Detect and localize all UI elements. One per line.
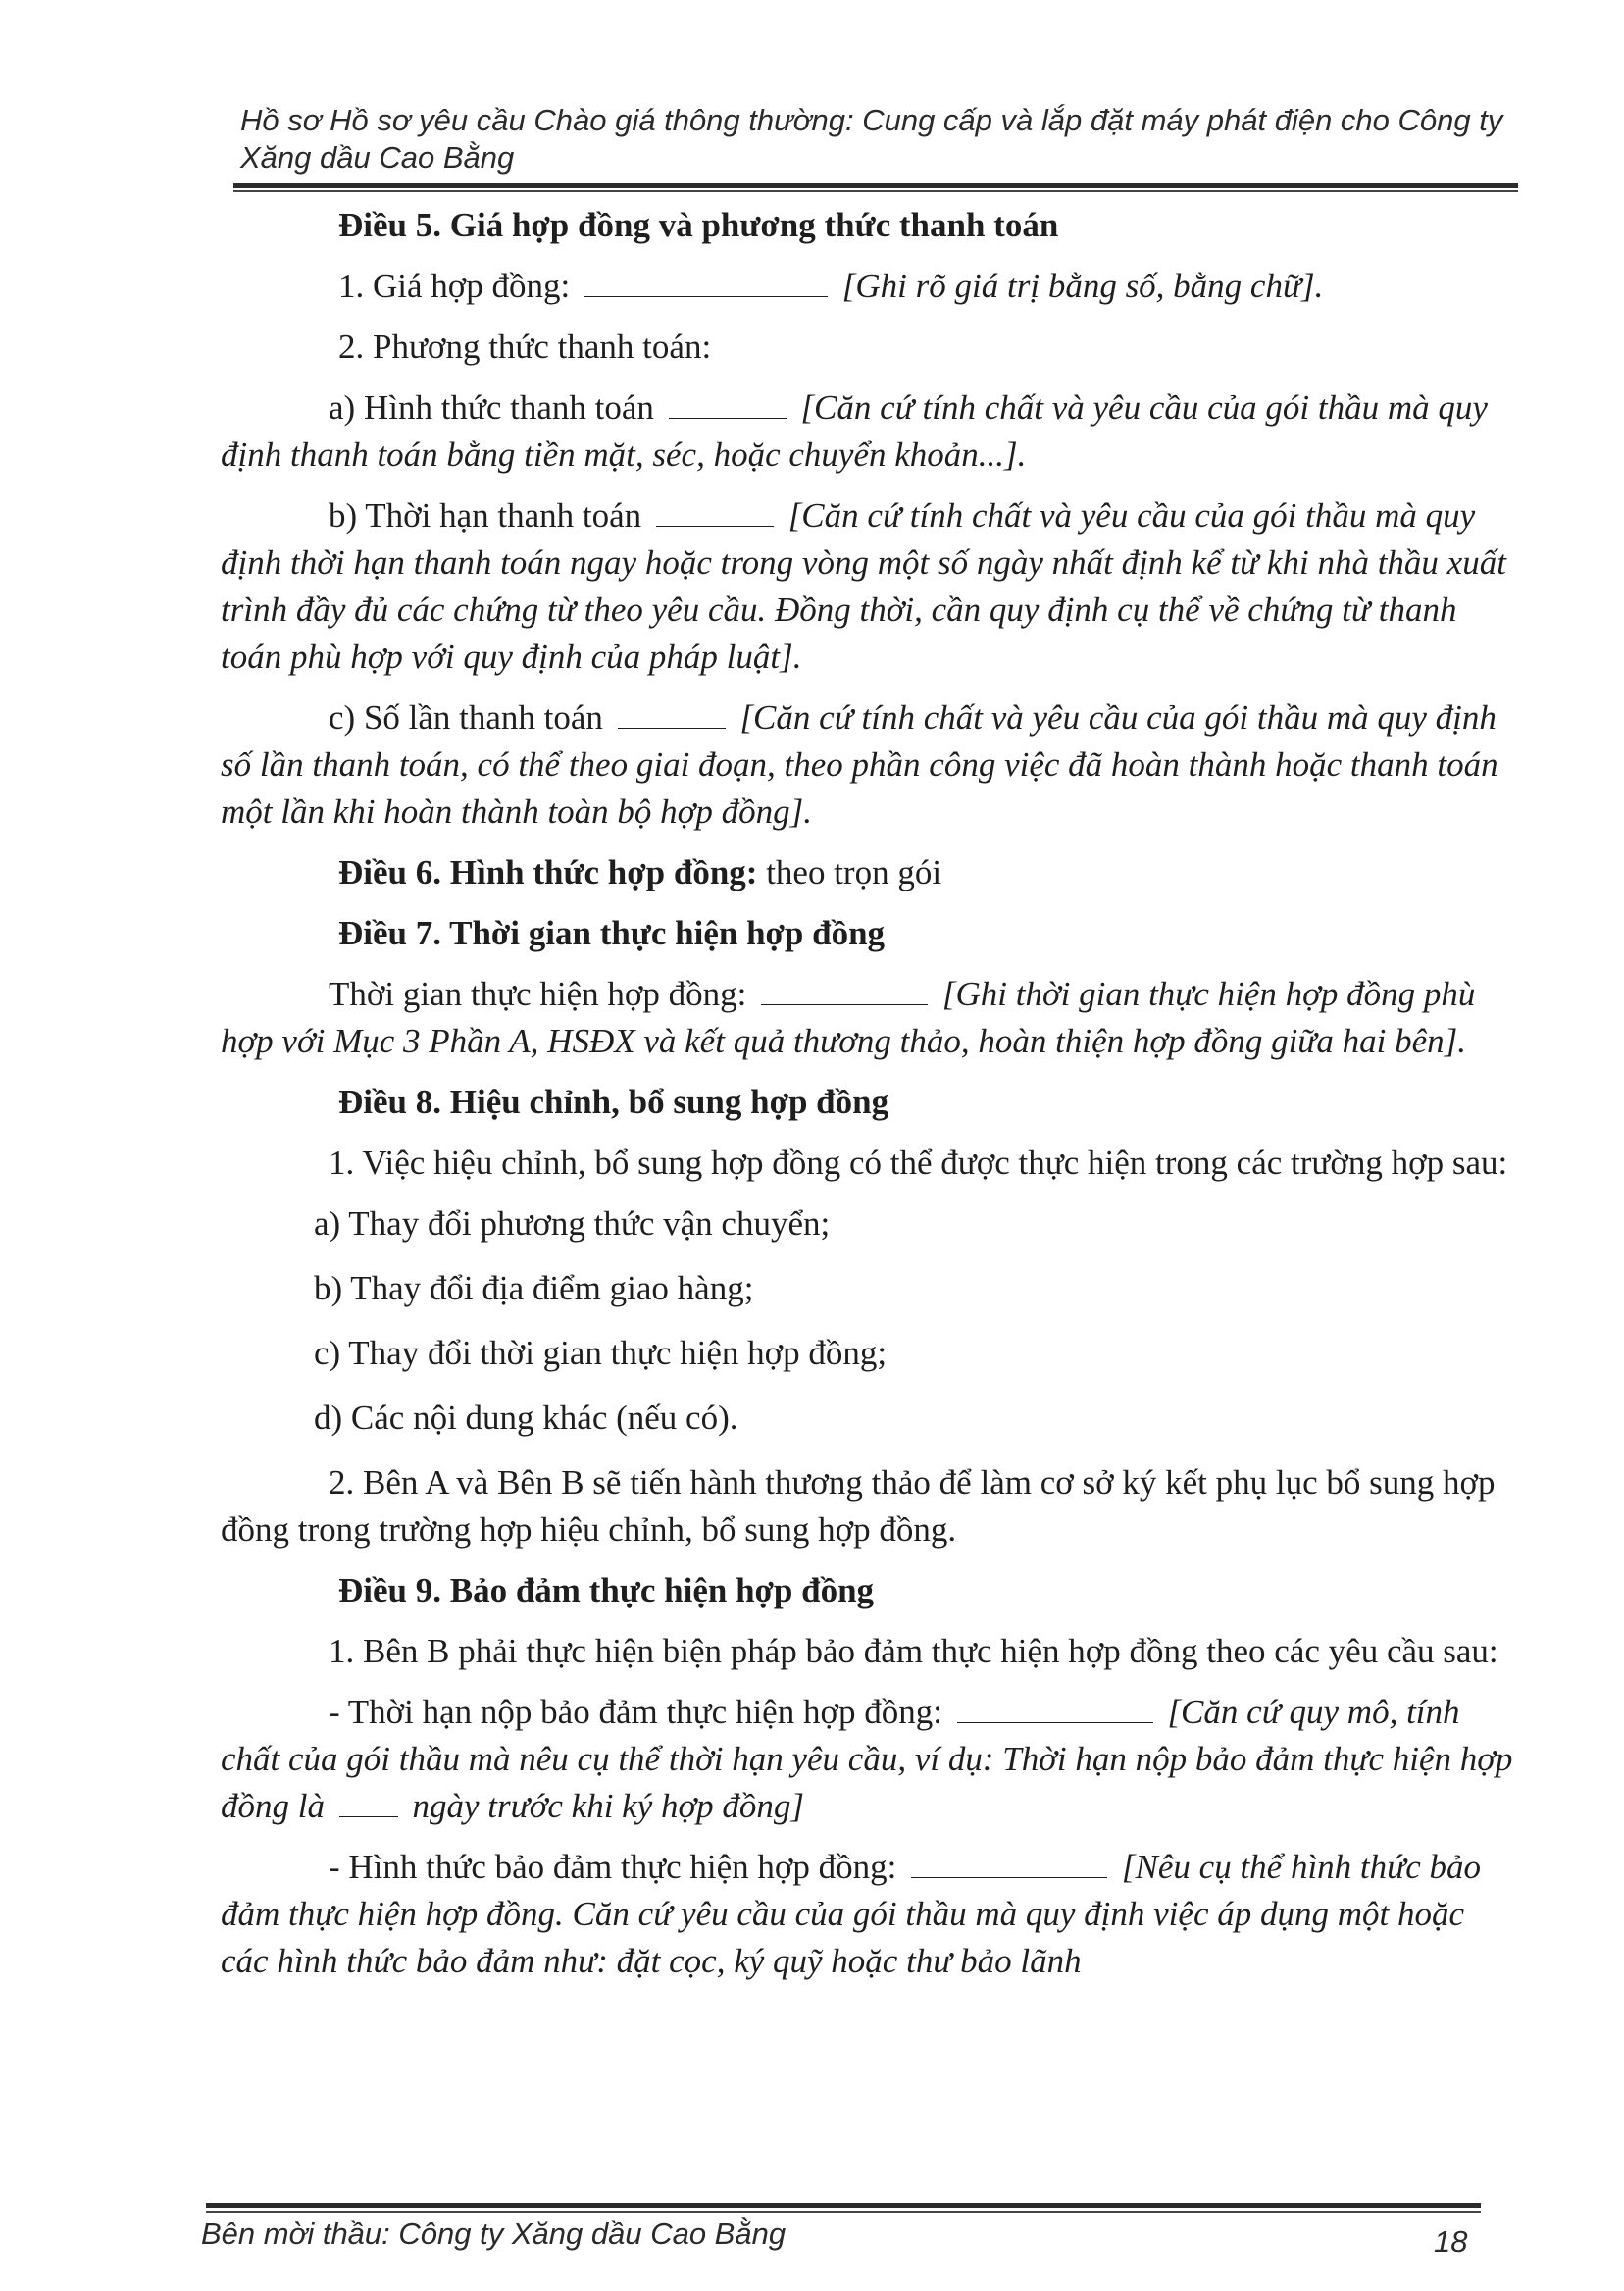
payment-term-label: b) Thời hạn thanh toán (329, 496, 642, 535)
guarantee-deadline-blank (957, 1693, 1153, 1723)
article-6-title: Điều 6. Hình thức hợp đồng: (338, 853, 758, 891)
article-5-item-1 (221, 263, 1515, 310)
contract-price-blank (584, 267, 828, 297)
article-8-item-1: 1. Việc hiệu chỉnh, bổ sung hợp đồng có thể được thực hiện trong các trường hợp sau: (329, 1144, 1508, 1182)
article-8-item-a: a) Thay đổi phương thức vận chuyển; (314, 1204, 831, 1243)
duration-blank (761, 975, 928, 1005)
payment-term (221, 492, 1515, 681)
article-8-item-c: c) Thay đổi thời gian thực hiện hợp đồng; (314, 1334, 888, 1372)
duration-label: Thời gian thực hiện hợp đồng: (329, 975, 747, 1013)
guarantee-deadline (221, 1689, 1515, 1830)
payment-form-note: [Căn cứ tính chất và yêu cầu của gói thầu mà quy định thanh toán bằng tiền mặt, séc, hoặc chuyển khoản...]. (221, 388, 1488, 474)
guarantee-form-label: - Hình thức bảo đảm thực hiện hợp đồng: (329, 1848, 897, 1886)
guarantee-deadline-note-b: ngày trước khi ký hợp đồng] (412, 1787, 805, 1825)
article-9-title: Điều 9. Bảo đảm thực hiện hợp đồng (338, 1571, 875, 1609)
article-6 (221, 849, 1515, 896)
article-6-value: theo trọn gói (766, 853, 942, 891)
article-8-item-b: b) Thay đổi địa điểm giao hàng; (314, 1269, 754, 1307)
payment-form-blank (669, 388, 787, 419)
page-number: 18 (1434, 2224, 1468, 2259)
payment-count (221, 694, 1515, 836)
article-8-title: Điều 8. Hiệu chỉnh, bổ sung hợp đồng (338, 1083, 889, 1121)
article-7-title: Điều 7. Thời gian thực hiện hợp đồng (338, 914, 886, 952)
guarantee-deadline-note-a: [Căn cứ quy mô, tính chất của gói thầu mà nêu cụ thể thời hạn yêu cầu, ví dụ: Thời hạn nộp bảo đảm thực hiện hợp đồng là (221, 1693, 1513, 1825)
contract-price-note: [Ghi rõ giá trị bằng số, bằng chữ]. (841, 267, 1324, 305)
guarantee-deadline-label: - Thời hạn nộp bảo đảm thực hiện hợp đồng: (329, 1693, 942, 1731)
document-body (221, 192, 1515, 1999)
article-8-item-2: 2. Bên A và Bên B sẽ tiến hành thương thảo để làm cơ sở ký kết phụ lục bổ sung hợp đồng trong trường hợp hiệu chỉnh, bổ sung hợp đồng. (221, 1463, 1496, 1549)
article-7-text (221, 971, 1515, 1065)
payment-count-blank (618, 698, 726, 729)
article-8-item-d: d) Các nội dung khác (nếu có). (314, 1399, 738, 1437)
payment-count-note: [Căn cứ tính chất và yêu cầu của gói thầu mà quy định số lần thanh toán, có thể theo giai đoạn, theo phần công việc đã hoàn thành hoặc thanh toán một lần khi hoàn thành toàn bộ hợp đồng]. (221, 698, 1498, 831)
header-line-1: Hồ sơ Hồ sơ yêu cầu Chào giá thông thường: Cung cấp và lắp đặt máy phát điện cho Công ty (240, 103, 1503, 137)
footer-divider (206, 2203, 1481, 2213)
payment-count-label: c) Số lần thanh toán (329, 698, 603, 737)
guarantee-form-note: [Nêu cụ thể hình thức bảo đảm thực hiện hợp đồng. Căn cứ yêu cầu của gói thầu mà quy định việc áp dụng một hoặc các hình thức bảo đảm như: đặt cọc, ký quỹ hoặc thư bảo lãnh (221, 1848, 1482, 1980)
payment-term-note: [Căn cứ tính chất và yêu cầu của gói thầu mà quy định thời hạn thanh toán ngay hoặc trong vòng một số ngày nhất định kể từ khi nhà thầu xuất trình đầy đủ các chứng từ theo yêu cầu. Đồng thời, cần quy định cụ thể về chứng từ thanh toán phù hợp với quy định của pháp luật]. (221, 496, 1506, 676)
payment-form (221, 384, 1515, 479)
duration-note: [Ghi thời gian thực hiện hợp đồng phù hợp với Mục 3 Phần A, HSĐX và kết quả thương thảo, hoàn thiện hợp đồng giữa hai bên]. (221, 975, 1476, 1060)
running-header (240, 102, 1515, 177)
header-divider (233, 183, 1518, 192)
article-5-title: Điều 5. Giá hợp đồng và phương thức thanh toán (338, 206, 1059, 244)
article-5-item-2: 2. Phương thức thanh toán: (338, 328, 712, 366)
payment-form-label: a) Hình thức thanh toán (329, 388, 654, 427)
contract-price-label: 1. Giá hợp đồng: (338, 267, 571, 305)
payment-term-blank (656, 496, 774, 527)
article-9-item-1: 1. Bên B phải thực hiện biện pháp bảo đảm thực hiện hợp đồng theo các yêu cầu sau: (329, 1632, 1498, 1670)
guarantee-form (221, 1844, 1515, 1985)
guarantee-days-blank (339, 1787, 398, 1817)
header-line-2: Xăng dầu Cao Bằng (240, 140, 515, 175)
guarantee-form-blank (911, 1848, 1107, 1878)
footer-issuer: Bên mời thầu: Công ty Xăng dầu Cao Bằng (201, 2216, 787, 2251)
